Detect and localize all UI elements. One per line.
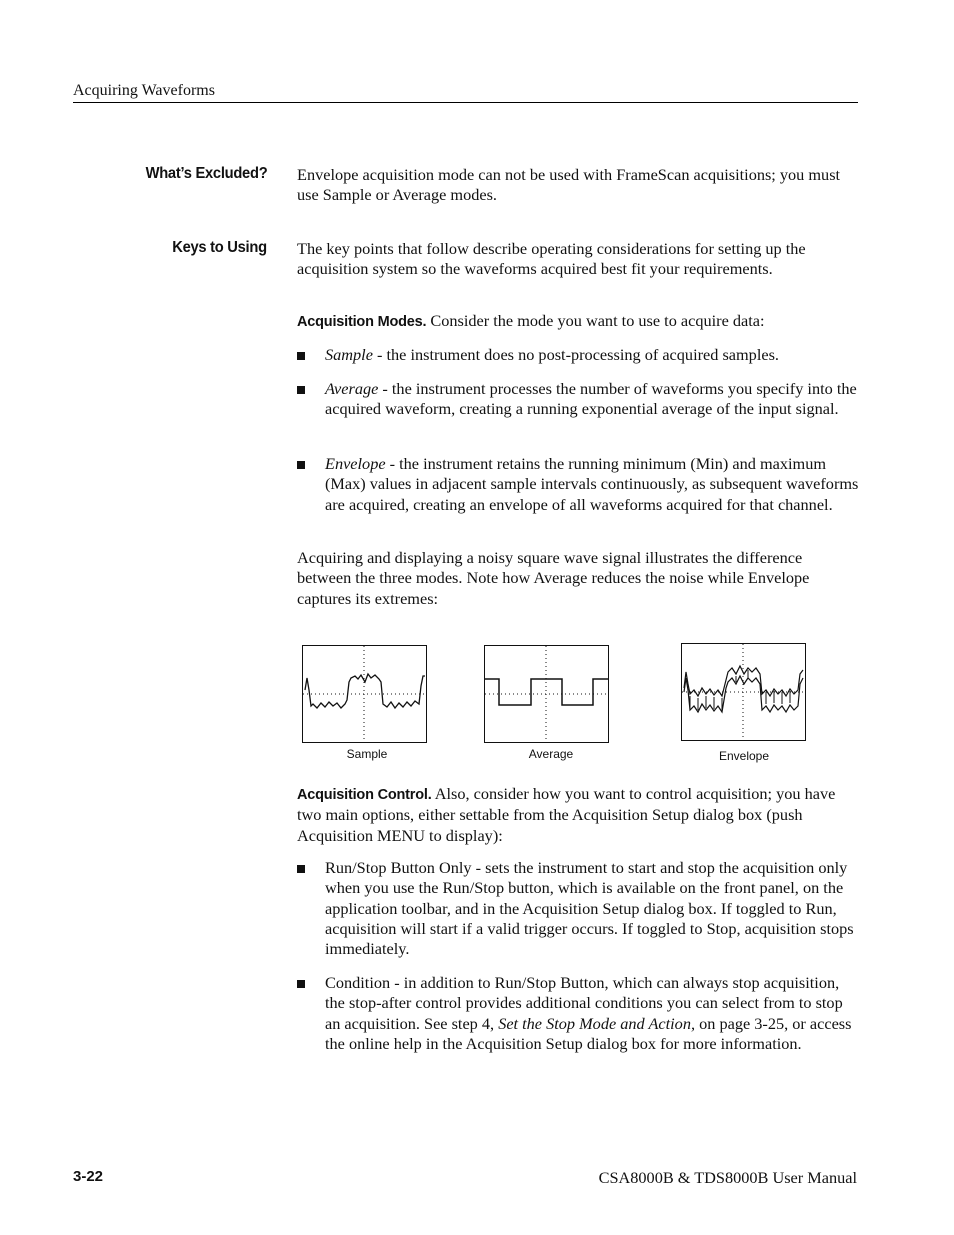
envelope-desc: - the instrument retains the running minimum (Min) and maximum (Max) values in adjacent sample intervals continuously, as subsequent waveforms are acquired, creating an envelope of all waveforms acquired for that channel. xyxy=(325,454,859,514)
paragraph-keys: The key points that follow describe operating considerations for setting up the acquisition system so the waveforms acquired best fit your requirements. xyxy=(297,239,806,279)
runin-acquisition-control: Acquisition Control. xyxy=(297,787,432,803)
bullet-square-icon xyxy=(297,461,305,469)
runin-acquisition-modes: Acquisition Modes. xyxy=(297,314,427,330)
bullet-square-icon xyxy=(297,980,305,988)
term-average: Average xyxy=(325,379,379,398)
running-head: Acquiring Waveforms xyxy=(73,82,215,99)
header-rule xyxy=(73,102,858,103)
bullet-square-icon xyxy=(297,865,305,873)
paragraph-acquisition-modes xyxy=(297,311,859,332)
average-desc: - the instrument processes the number of waveforms you specify into the acquired waveform, creating a running exponential average of the input signal. xyxy=(325,379,857,419)
list-item-envelope xyxy=(297,454,859,515)
page-number: 3-22 xyxy=(73,1168,104,1185)
cross-reference-stop-mode: Set the Stop Mode and Action, xyxy=(498,1013,696,1033)
term-sample: Sample xyxy=(325,345,373,364)
modes-intro: Consider the mode you want to use to acquire data: xyxy=(426,311,765,330)
control-intro: Also, consider how you want to control acquisition; you have two main options, either settable from the Acquisition Setup dialog box (push Acquisition MENU to display): xyxy=(297,784,836,845)
list-item-run-stop xyxy=(297,858,859,959)
condition-desc-a: Condition - in addition to Run/Stop Button, which can always stop acquisition, the stop-after control provides additional conditions you can select from to stop an acquisition. See step 4, xyxy=(325,973,843,1033)
list-item-sample xyxy=(297,345,859,365)
paragraph-illustration: Acquiring and displaying a noisy square wave signal illustrates the difference between the three modes. Note how Average reduces the noise while Envelope captures its extremes: xyxy=(297,548,810,608)
caption-average: Average xyxy=(528,747,574,761)
caption-sample: Sample xyxy=(346,747,388,761)
heading-keys-to-using: Keys to Using xyxy=(172,239,267,256)
caption-envelope: Envelope xyxy=(718,749,770,763)
scope-figure-sample xyxy=(302,645,427,743)
heading-whats-excluded: What’s Excluded? xyxy=(145,165,267,182)
runstop-desc: Run/Stop Button Only - sets the instrument to start and stop the acquisition only when you use the Run/Stop button, which is available on the front panel, on the application toolbar, and in the Acquisition Setup dialog box. If toggled to Run, acquisition will start if a valid trigger occurs. If toggled to Stop, acquisition stops immediately. xyxy=(325,858,854,959)
paragraph-acquisition-control xyxy=(297,784,859,846)
scope-figure-average xyxy=(484,645,609,743)
list-item-average xyxy=(297,379,859,420)
term-envelope: Envelope xyxy=(325,454,386,473)
condition-desc-b: on page 3-25, or access the online help in the Acquisition Setup dialog box for more information. xyxy=(325,1013,852,1053)
bullet-square-icon xyxy=(297,352,305,360)
paragraph-excluded: Envelope acquisition mode can not be used with FrameScan acquisitions; you must use Sample or Average modes. xyxy=(297,165,841,205)
sample-desc: - the instrument does no post-processing of acquired samples. xyxy=(372,345,779,364)
list-item-condition xyxy=(297,973,859,1054)
scope-figure-envelope xyxy=(681,643,806,741)
manual-title: CSA8000B & TDS8000B User Manual xyxy=(598,1168,857,1187)
bullet-square-icon xyxy=(297,386,305,394)
